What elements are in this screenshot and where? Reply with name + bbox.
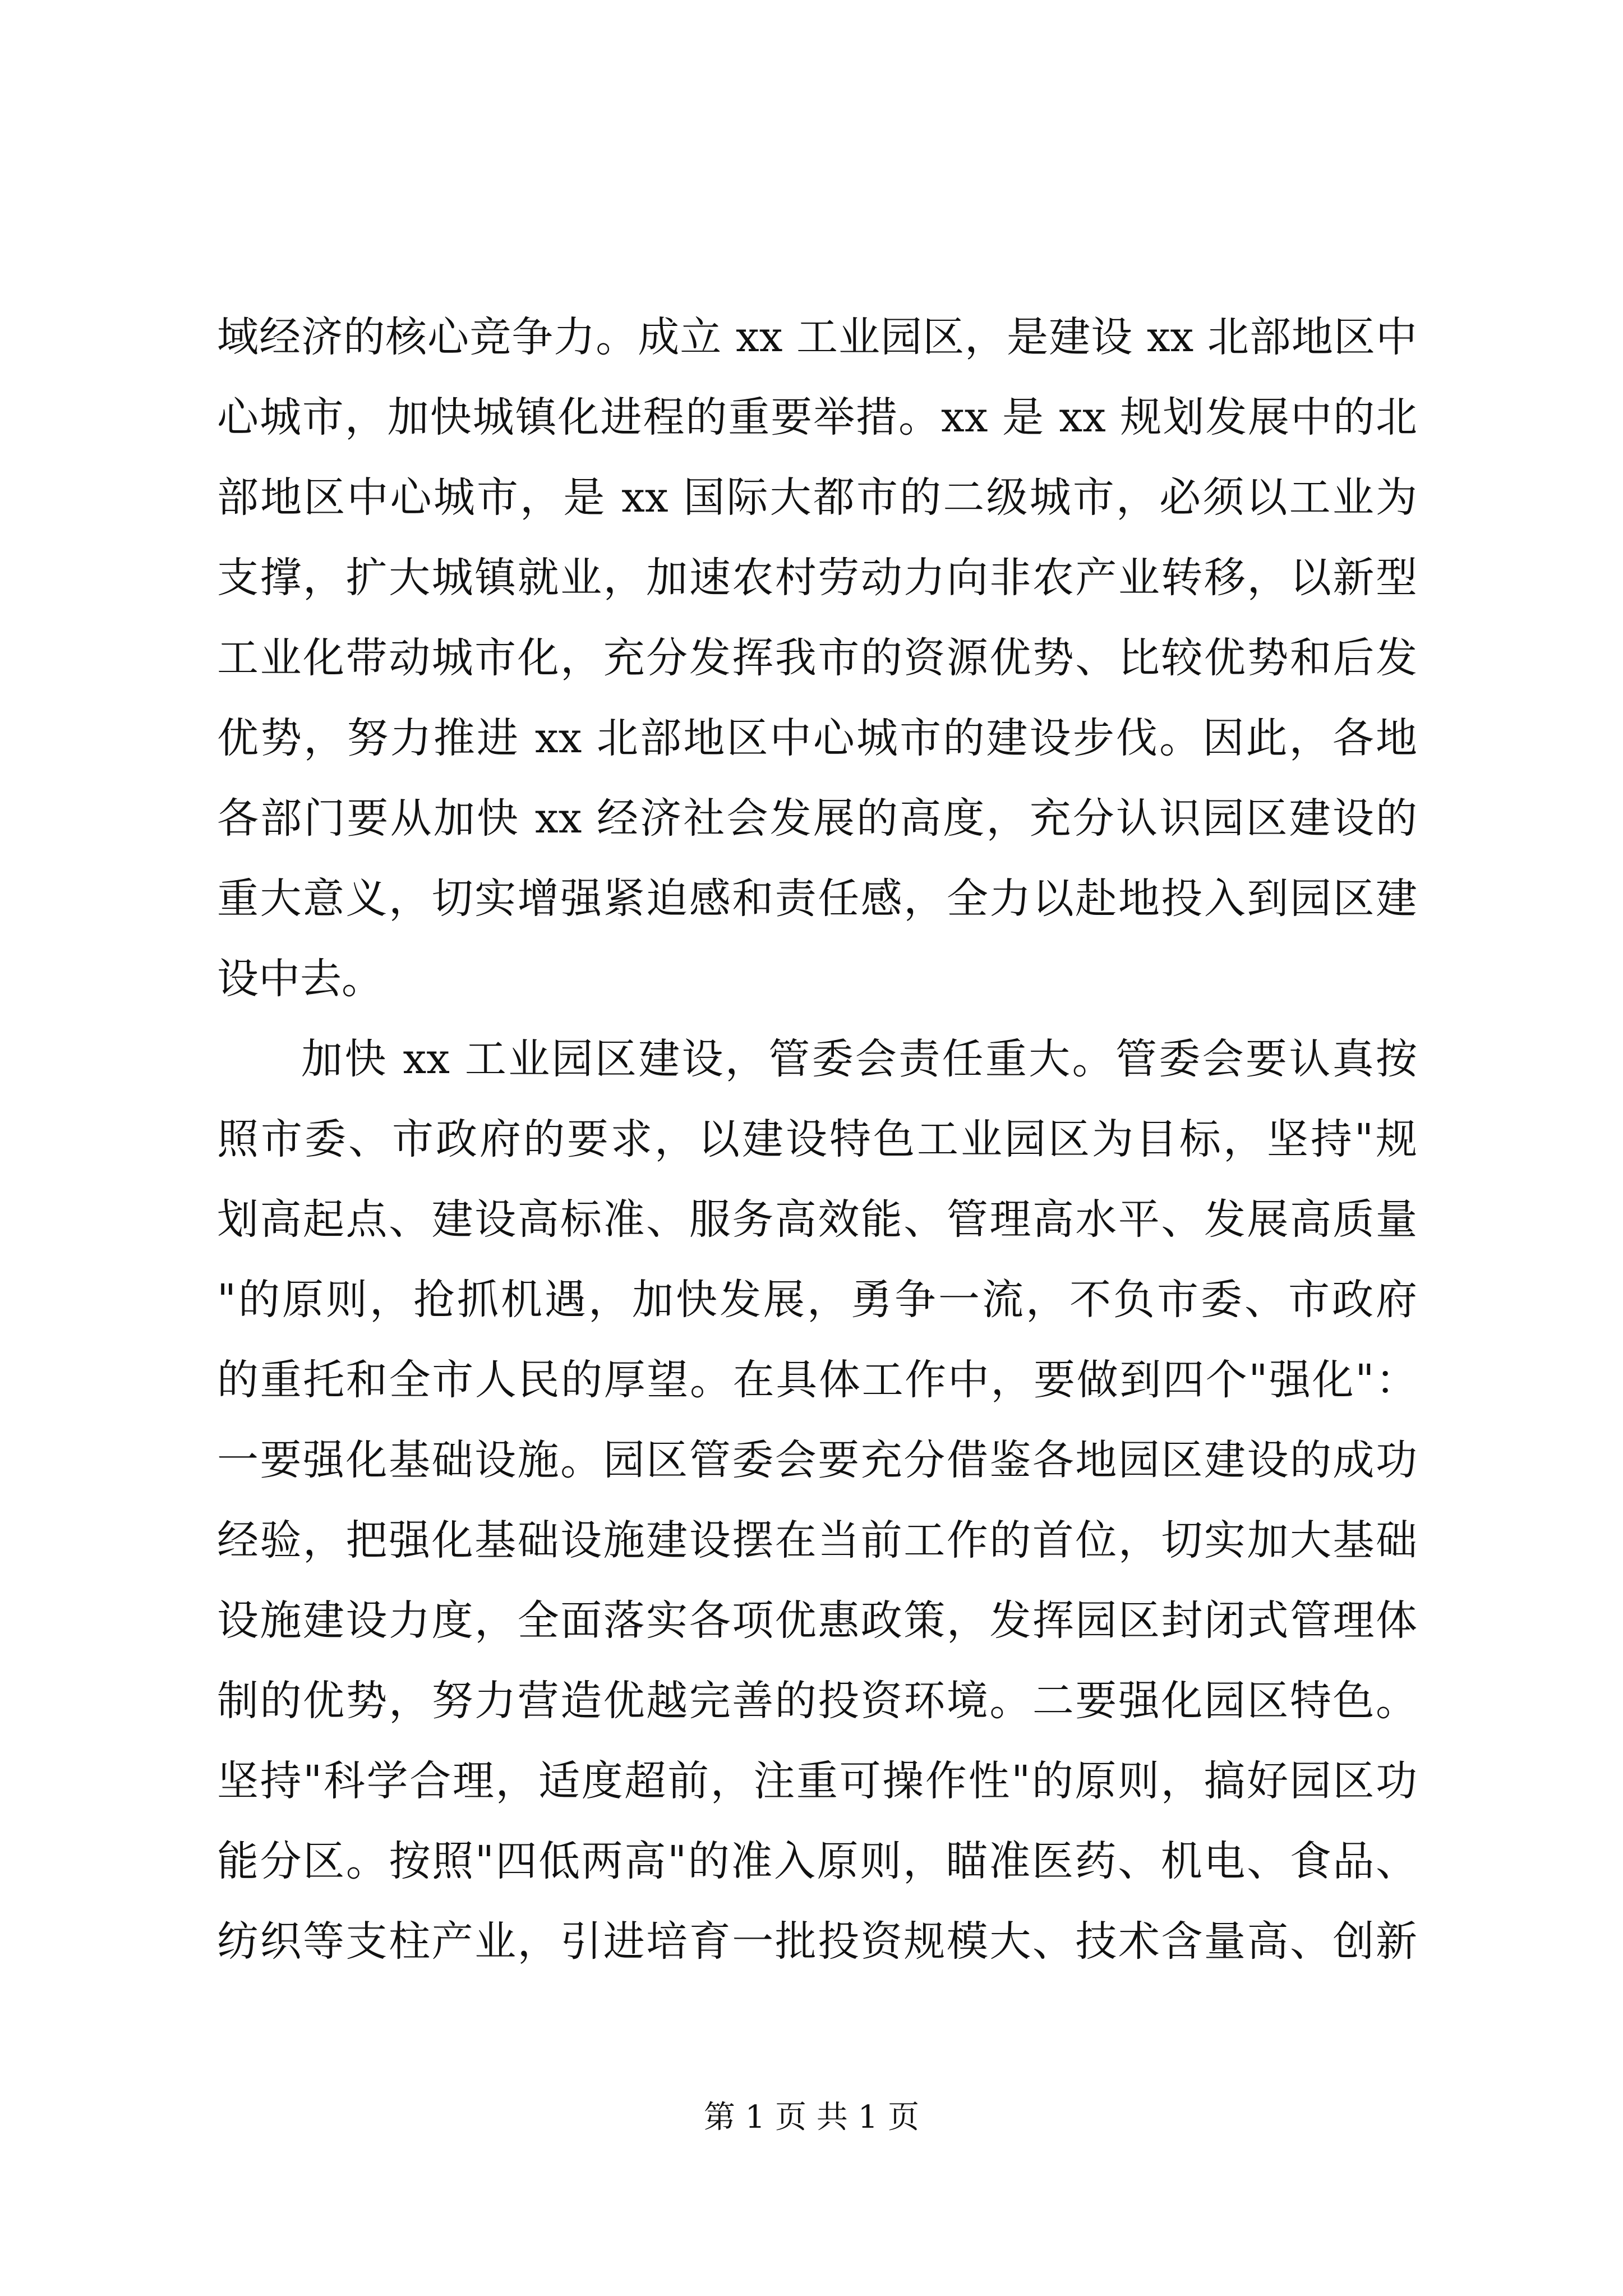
text-line: 制的优势，努力营造优越完善的投资环境。二要强化园区特色。 [217,1677,1417,1725]
text-line: 能分区。按照"四低两高"的准入原则，瞄准医药、机电、食品、 [217,1837,1417,1885]
text-line: 优势，努力推进 xx 北部地区中心城市的建设步伐。因此，各地 [217,714,1417,762]
text-line-paragraph-end: 设中去。 [217,955,383,1003]
text-line: 经验，把强化基础设施建设摆在当前工作的首位，切实加大基础 [217,1516,1417,1565]
document-body [217,297,1417,1982]
text-line-paragraph-start: 加快 xx 工业园区建设，管委会责任重大。管委会要认真按 [301,1035,1417,1083]
text-line: 工业化带动城市化，充分发挥我市的资源优势、比较优势和后发 [217,634,1417,682]
text-line: 坚持"科学合理，适度超前，注重可操作性"的原则，搞好园区功 [217,1757,1417,1805]
text-line: 照市委、市政府的要求，以建设特色工业园区为目标，坚持"规 [217,1115,1417,1163]
text-line: 域经济的核心竞争力。成立 xx 工业园区，是建设 xx 北部地区中 [217,313,1417,361]
text-line: 纺织等支柱产业，引进培育一批投资规模大、技术含量高、创新 [217,1917,1417,1966]
text-line: 各部门要从加快 xx 经济社会发展的高度，充分认识园区建设的 [217,794,1417,843]
text-line: 一要强化基础设施。园区管委会要充分借鉴各地园区建设的成功 [217,1436,1417,1484]
text-line: 的重托和全市人民的厚望。在具体工作中，要做到四个"强化"： [217,1356,1417,1404]
text-line: 支撑，扩大城镇就业，加速农村劳动力向非农产业转移，以新型 [217,554,1417,602]
text-line: 心城市，加快城镇化进程的重要举措。xx 是 xx 规划发展中的北 [217,393,1417,441]
page-number: 第 1 页 共 1 页 [703,2099,920,2136]
text-line: 划高起点、建设高标准、服务高效能、管理高水平、发展高质量 [217,1195,1417,1244]
text-line: "的原则，抢抓机遇，加快发展，勇争一流，不负市委、市政府 [217,1276,1417,1324]
page-footer [0,2095,1623,2140]
text-line: 部地区中心城市，是 xx 国际大都市的二级城市，必须以工业为 [217,473,1417,522]
text-line: 重大意义，切实增强紧迫感和责任感，全力以赴地投入到园区建 [217,875,1417,923]
text-line: 设施建设力度，全面落实各项优惠政策，发挥园区封闭式管理体 [217,1596,1417,1645]
